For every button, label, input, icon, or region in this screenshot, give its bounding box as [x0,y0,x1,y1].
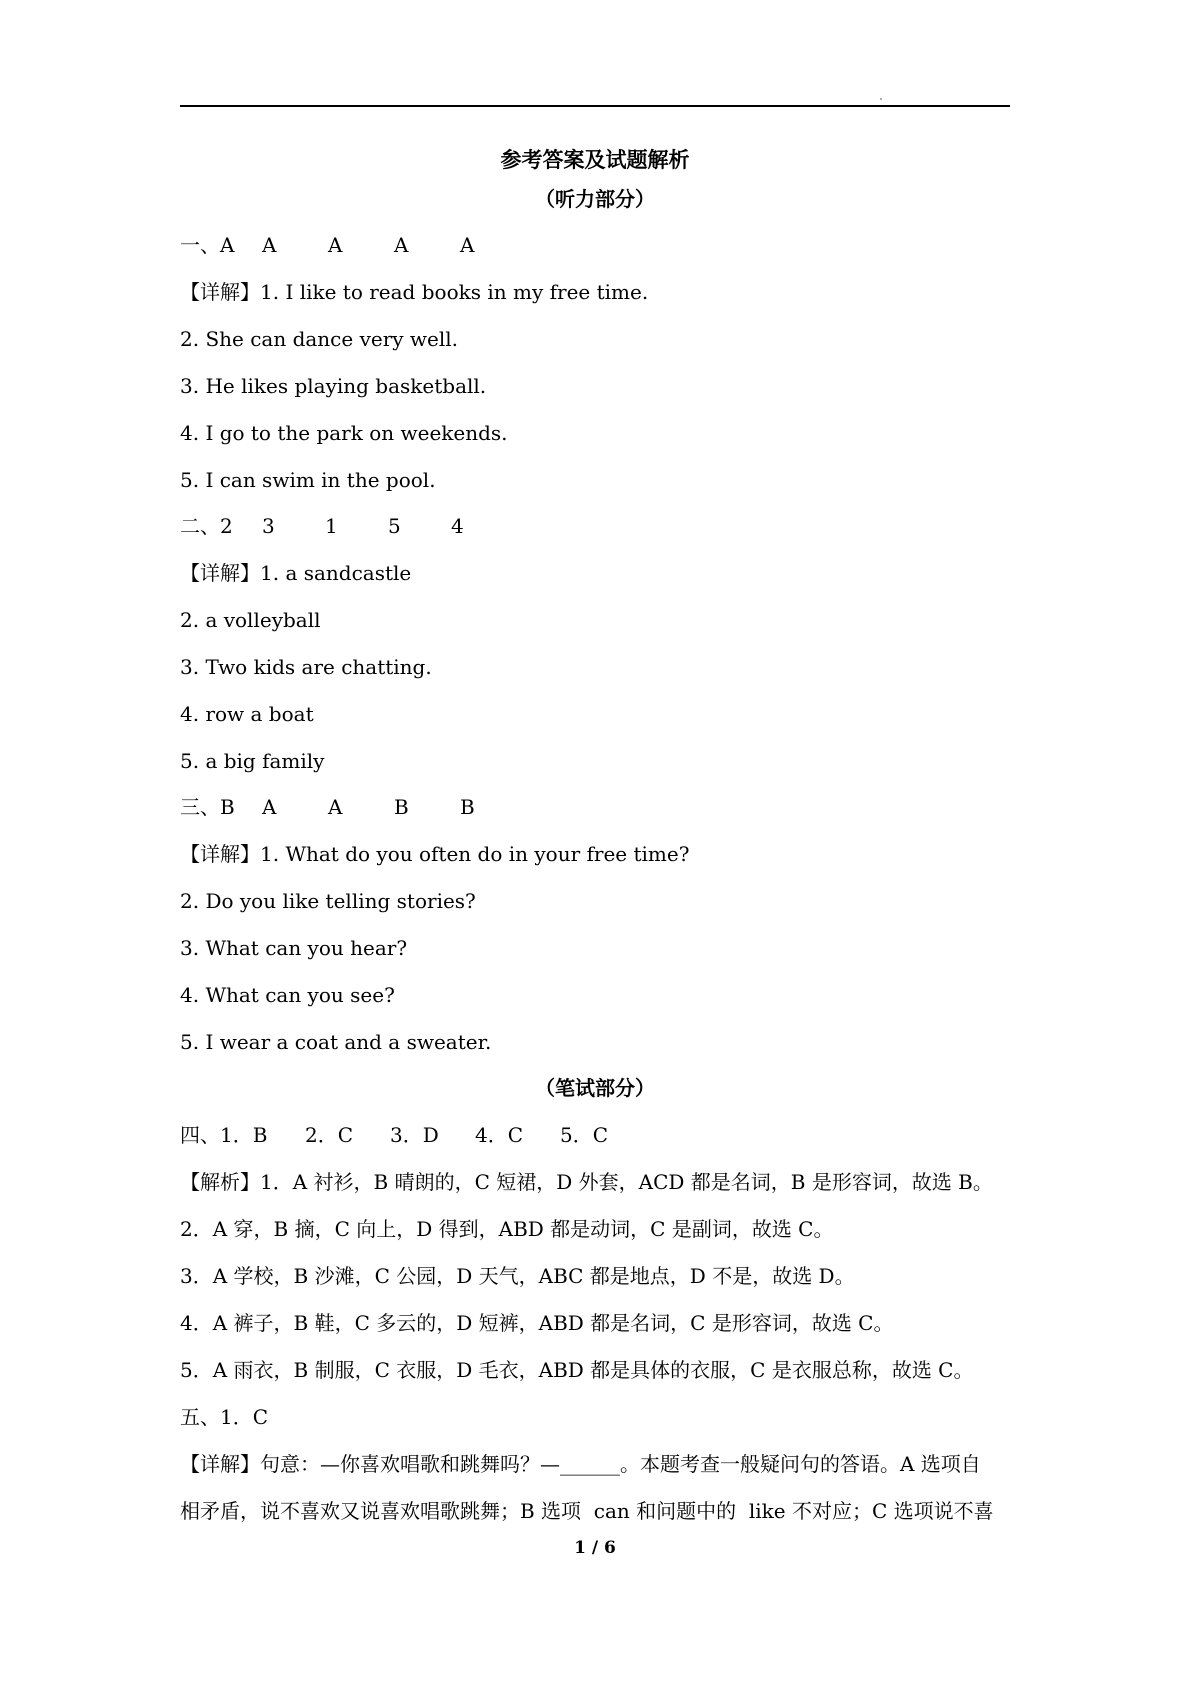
section4-analysis-3: 3．A 学校，B 沙滩，C 公园，D 天气，ABC 都是地点，D 不是，故选 D。 [180,1264,855,1288]
section4-analysis-5: 5．A 雨衣，B 制服，C 衣服，D 毛衣，ABD 都是具体的衣服，C 是衣服总称，故选 C。 [180,1358,974,1382]
answer: 2 [220,514,233,538]
answer: A [262,233,277,257]
answer: A [262,795,277,819]
answer: 4 [451,514,464,538]
answer: 5．C [560,1123,609,1147]
answer: A [220,233,235,257]
section5-detail-2: 相矛盾，说不喜欢又说喜欢唱歌跳舞；B 选项 can 和问题中的 like 不对应；C 选项说不喜 [180,1499,994,1523]
section-prefix: 一、 [180,233,220,257]
detail-text: 1. What do you often do in your free time? [260,842,690,866]
answer: 2．C [305,1123,354,1147]
listening-heading: （听力部分） [535,187,655,211]
section5-answer [180,1402,268,1432]
analysis-label: 【解析】 [180,1170,260,1194]
section1-detail-1 [180,277,648,307]
section2-detail-4: 4. row a boat [180,702,314,726]
answer: 1 [325,514,338,538]
page-title: 参考答案及试题解析 [500,147,690,172]
answer: 1．B [220,1123,268,1147]
section5-detail-1 [180,1449,981,1479]
section1-detail-4: 4. I go to the park on weekends. [180,421,508,445]
section3-detail-3: 3. What can you hear? [180,936,408,960]
section2-detail-5: 5. a big family [180,749,325,773]
section3-answers [180,792,526,822]
header-rule [180,105,1010,107]
header-dot [880,98,882,100]
detail-label: 【详解】 [180,280,260,304]
analysis-text: 1．A 衬衫，B 晴朗的，C 短裙，D 外套，ACD 都是名词，B 是形容词，故选 B。 [260,1170,993,1194]
section4-analysis-1 [180,1167,993,1197]
detail-text: 1. a sandcastle [260,561,412,585]
detail-label: 【详解】 [180,1452,260,1476]
detail-text: 1. I like to read books in my free time. [260,280,649,304]
detail-text: 句意：—你喜欢唱歌和跳舞吗？—______。本题考查一般疑问句的答语。A 选项自 [260,1452,981,1476]
section3-detail-2: 2. Do you like telling stories? [180,889,476,913]
answer: 3 [262,514,275,538]
section2-answers [180,511,514,541]
page-number: 1 / 6 [574,1538,616,1558]
detail-label: 【详解】 [180,842,260,866]
answer: 1．C [220,1405,269,1429]
section4-answers [180,1120,645,1150]
section1-detail-5: 5. I can swim in the pool. [180,468,436,492]
detail-label: 【详解】 [180,561,260,585]
answer: A [328,795,343,819]
section-prefix: 四、 [180,1123,220,1147]
section3-detail-1 [180,839,689,869]
section2-detail-3: 3. Two kids are chatting. [180,655,432,679]
section2-detail-1 [180,558,411,588]
answer: 3．D [390,1123,439,1147]
section1-detail-3: 3. He likes playing basketball. [180,374,487,398]
answer: 4．C [475,1123,524,1147]
answer: A [460,233,475,257]
section-prefix: 二、 [180,514,220,538]
answer: 5 [388,514,401,538]
answer: B [394,795,409,819]
answer: A [394,233,409,257]
answer: B [220,795,235,819]
section1-detail-2: 2. She can dance very well. [180,327,459,351]
section4-analysis-2: 2．A 穿，B 摘，C 向上，D 得到，ABD 都是动词，C 是副词，故选 C。 [180,1217,834,1241]
section2-detail-2: 2. a volleyball [180,608,321,632]
section-prefix: 五、 [180,1405,220,1429]
section4-analysis-4: 4．A 裤子，B 鞋，C 多云的，D 短裤，ABD 都是名词，C 是形容词，故选 C。 [180,1311,894,1335]
section1-answers [180,230,526,260]
answer: B [460,795,475,819]
writing-heading: （笔试部分） [535,1076,655,1100]
section3-detail-4: 4. What can you see? [180,983,395,1007]
section3-detail-5: 5. I wear a coat and a sweater. [180,1030,492,1054]
section-prefix: 三、 [180,795,220,819]
answer: A [328,233,343,257]
